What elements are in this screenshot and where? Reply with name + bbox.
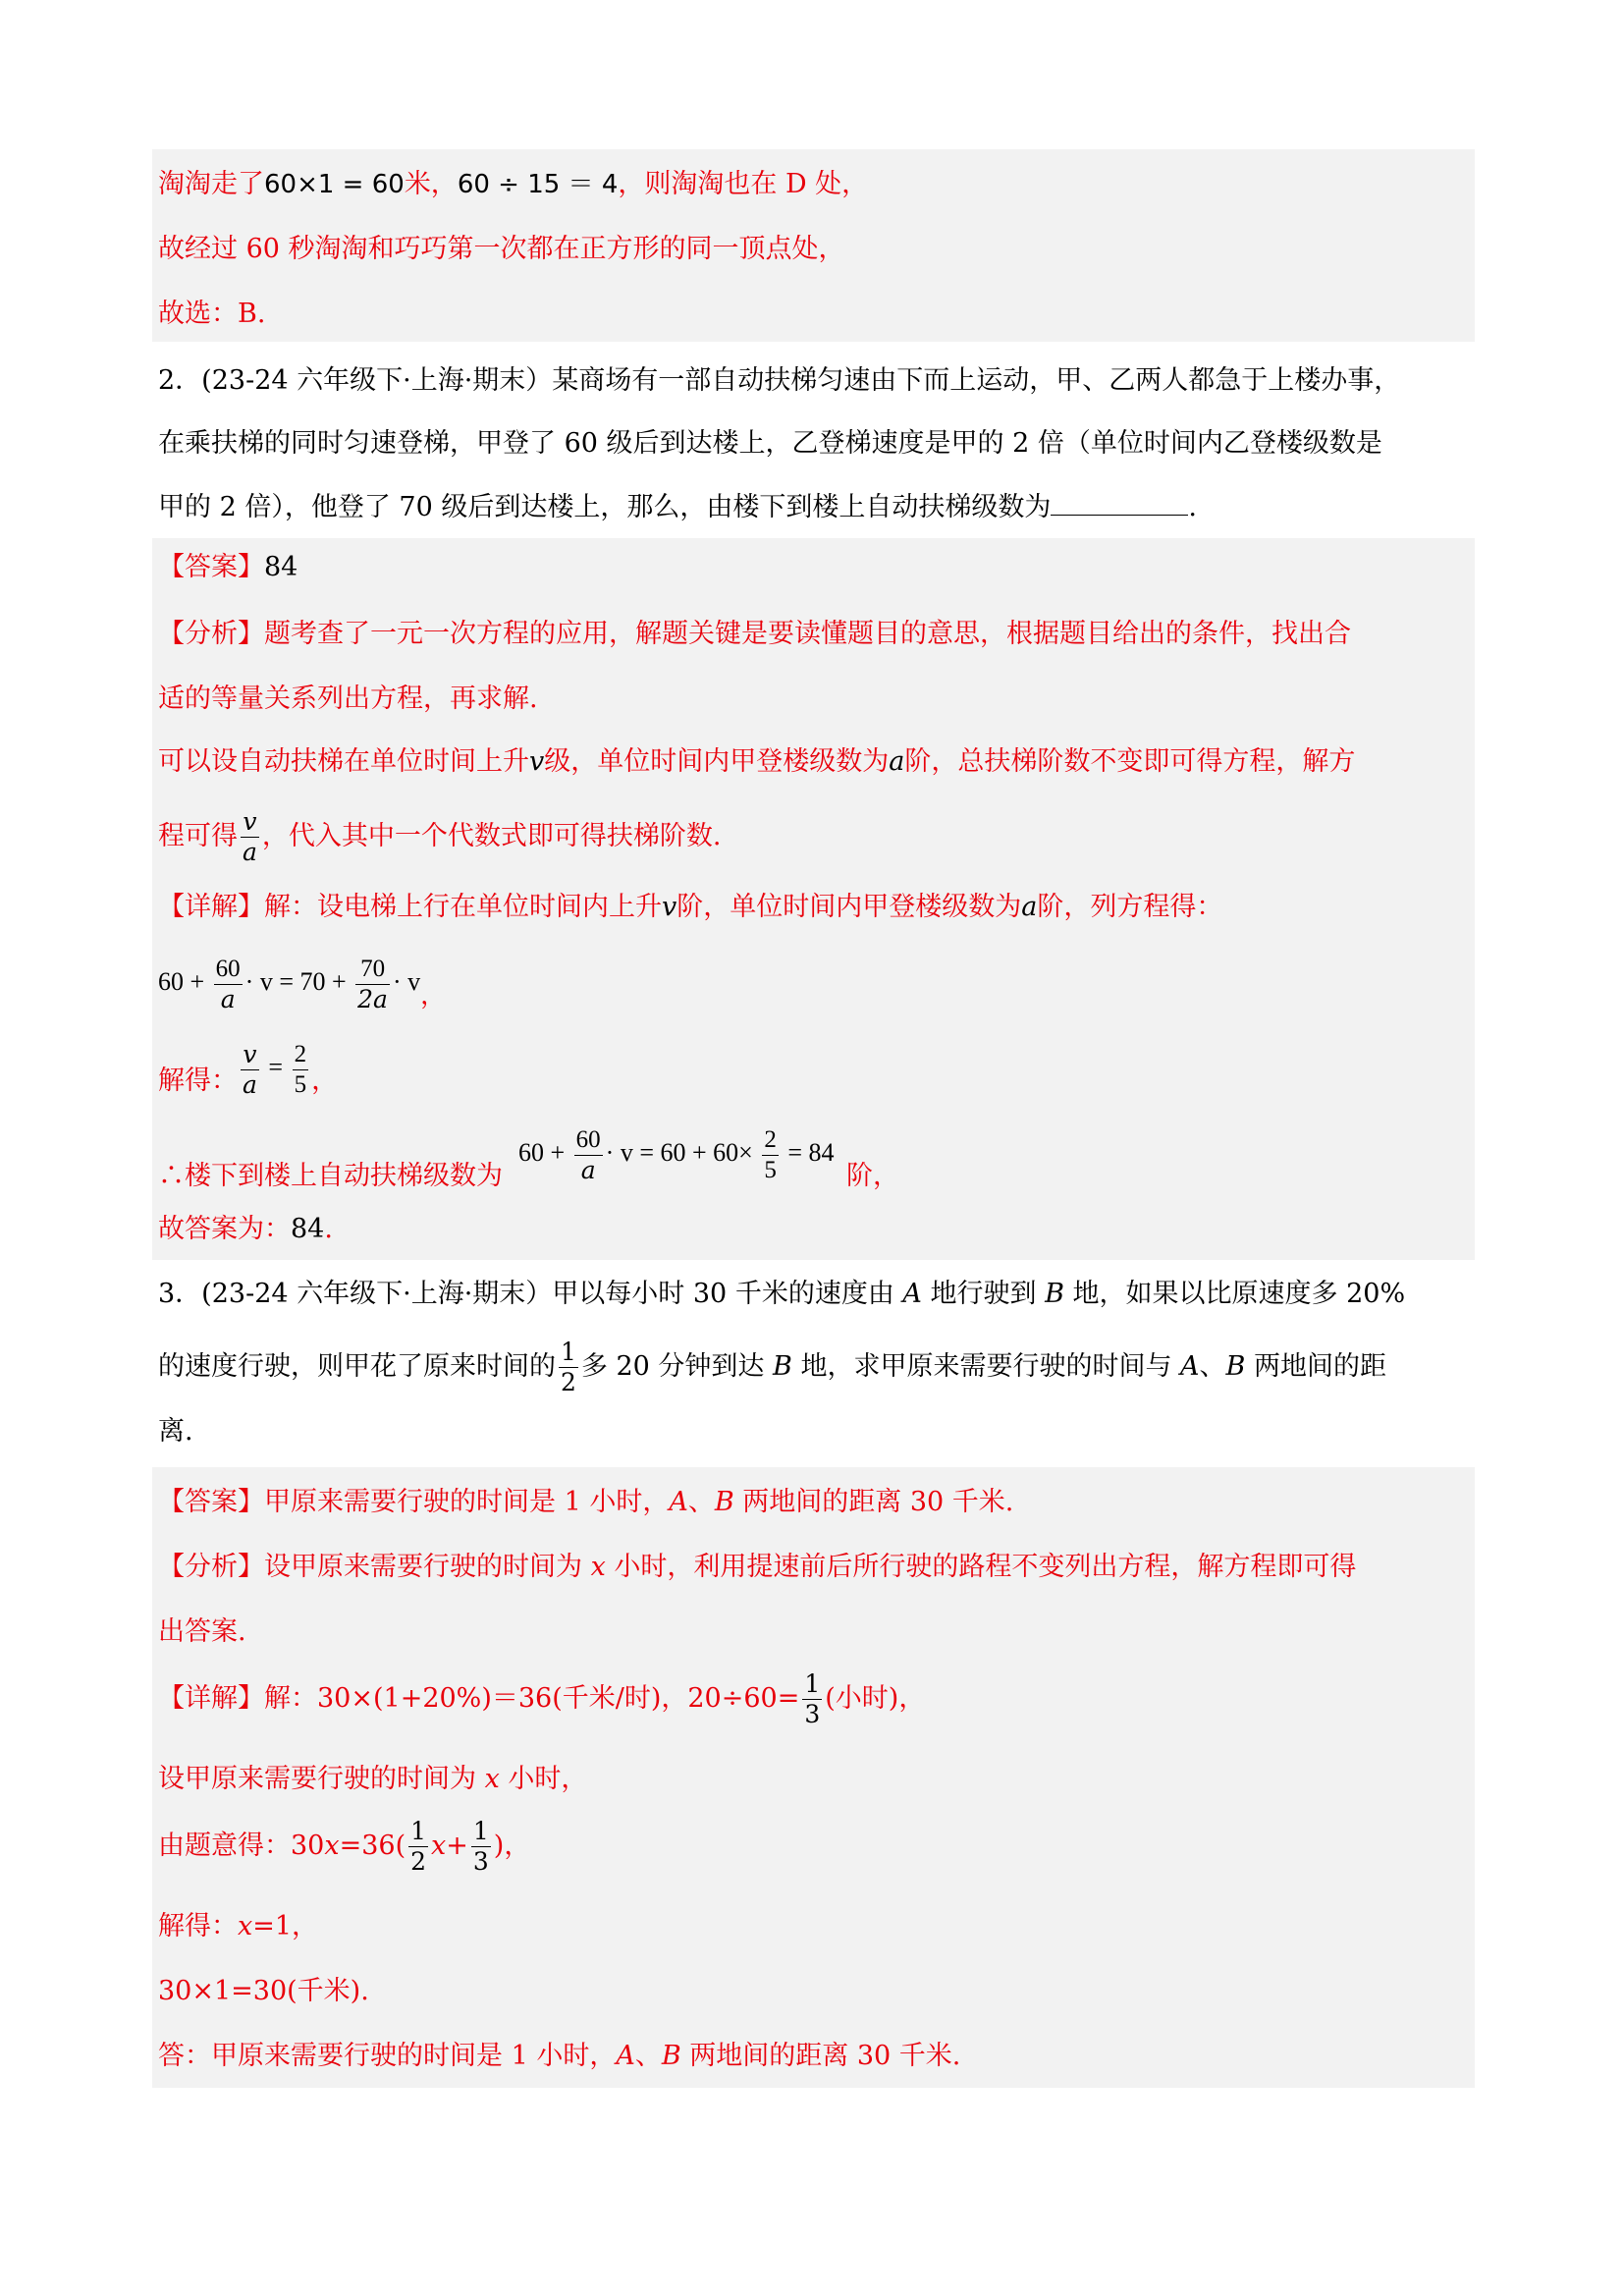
answer-value: 84 [264, 552, 298, 582]
text: 程可得 [158, 821, 238, 851]
answer-blank [1051, 489, 1188, 516]
sol2-answer [158, 550, 298, 585]
text: 多 20 分钟到达 [580, 1351, 774, 1382]
text: 由题意得：30 [158, 1831, 325, 1861]
sol3-detail-6 [158, 2039, 960, 2074]
sol2-therefore: ∴楼下到楼上自动扶梯级数为 [158, 1161, 503, 1191]
text: 级，单位时间内甲登楼级数为 [544, 746, 890, 777]
text: 设甲原来需要行驶的时间为 [158, 1764, 485, 1794]
text: = 84 [781, 1138, 835, 1167]
text: 3．(23-24 六年级下·上海·期末）甲以每小时 30 千米的速度由 [158, 1279, 903, 1309]
var: x [324, 1831, 340, 1861]
text: . [324, 1214, 333, 1244]
text: · v = 60 + 60× [605, 1138, 760, 1167]
equation-3 [518, 1114, 835, 1192]
numerator: v [241, 807, 259, 838]
sol2-analysis-4 [158, 797, 722, 876]
text: 答：甲原来需要行驶的时间是 1 小时， [158, 2041, 617, 2071]
text: 解得： [158, 1066, 238, 1095]
denominator: a [580, 1155, 596, 1184]
fraction [762, 1125, 779, 1185]
sol3-analysis-1 [158, 1550, 1356, 1585]
text: . [1188, 492, 1197, 522]
var: B [714, 1487, 734, 1517]
text: 阶，列方程得： [1037, 892, 1223, 922]
numerator: 1 [472, 1817, 489, 1845]
text: 两地间的距 [1245, 1351, 1386, 1382]
text: 、 [1199, 1351, 1226, 1382]
denominator: a [243, 838, 257, 866]
var: A [1180, 1351, 1200, 1382]
text: · v = 70 + [244, 967, 353, 996]
text: = [261, 1053, 290, 1081]
numerator: 60 [574, 1125, 603, 1156]
text: =1， [252, 1911, 319, 1941]
var: A [669, 1487, 688, 1517]
text: 题考查了一元一次方程的应用，解题关键是要读懂题目的意思，根据题目给出的条件，找出合 [264, 619, 1351, 649]
var: x [431, 1831, 447, 1861]
text: (小时)， [825, 1683, 926, 1714]
text: 60 + [158, 967, 211, 996]
denominator: 3 [472, 1847, 489, 1876]
text: 的速度行驶，则甲花了原来时间的 [158, 1351, 556, 1382]
var: A [616, 2041, 635, 2071]
text: 可以设自动扶梯在单位时间上升 [158, 746, 529, 777]
var: B [661, 2041, 681, 2071]
sol3-analysis-2: 出答案. [158, 1616, 246, 1647]
text: ， [311, 1066, 339, 1095]
fraction [214, 955, 243, 1014]
var: v [662, 892, 677, 922]
sol2-analysis-2: 适的等量关系列出方程，再求解. [158, 683, 538, 714]
math-expr: 60 ÷ 15 ＝ 4 [457, 170, 619, 199]
var: a [1021, 892, 1038, 922]
numerator: v [241, 1040, 259, 1070]
text: 米， [404, 169, 458, 199]
denominator: 2a [357, 984, 388, 1013]
denominator: 2 [561, 1368, 576, 1396]
text: 两地间的距离 30 千米. [680, 2041, 961, 2071]
text: 解：设电梯上行在单位时间内上升 [264, 892, 662, 922]
numerator: 1 [561, 1338, 576, 1366]
tag: 【分析】 [158, 1552, 264, 1582]
sol3-detail-2 [158, 1762, 587, 1797]
text: 甲原来需要行驶的时间是 1 小时， [264, 1487, 670, 1517]
q2-line-1: 2．(23-24 六年级下·上海·期末）某商场有一部自动扶梯匀速由下而上运动，甲、乙两人都急于上楼办事， [158, 365, 1401, 396]
var: A [902, 1279, 922, 1309]
numerator: 70 [355, 955, 390, 985]
tag: 【答案】 [158, 1487, 264, 1517]
sol3-detail-1 [158, 1660, 925, 1738]
sol2-final [158, 1212, 333, 1247]
tag: 【详解】 [158, 892, 264, 922]
sol2-jie: 阶， [846, 1161, 899, 1191]
fraction [471, 1817, 491, 1877]
var: B [773, 1351, 792, 1382]
text: 小时， [499, 1764, 588, 1794]
q3-line-1 [158, 1277, 1405, 1312]
text: ，代入其中一个代数式即可得扶梯阶数. [261, 821, 722, 851]
text: 地行驶到 [921, 1279, 1046, 1309]
numerator: 60 [214, 955, 243, 985]
sol2-analysis-1 [158, 617, 1351, 652]
text: 解：30×(1+20%)＝36(千米/时)，20÷60= [264, 1683, 800, 1714]
fraction [559, 1338, 578, 1397]
tag: 【答案】 [158, 552, 264, 582]
var: x [238, 1911, 253, 1941]
var: B [1225, 1351, 1246, 1382]
numerator: 2 [762, 1125, 779, 1156]
text: 两地间的距离 30 千米. [733, 1487, 1014, 1517]
text: 设甲原来需要行驶的时间为 [264, 1552, 591, 1582]
math-expr: 60×1 = 60 [264, 170, 405, 199]
text: 、 [634, 2041, 662, 2071]
var: x [484, 1764, 500, 1794]
denominator: 2 [410, 1847, 427, 1876]
text: · v [392, 967, 421, 996]
text: 故答案为： [158, 1214, 291, 1244]
text: 60 + [518, 1138, 571, 1167]
text: 地，求甲原来需要行驶的时间与 [791, 1351, 1181, 1382]
sol2-detail-1 [158, 890, 1222, 925]
text: ，则淘淘也在 D 处， [618, 169, 869, 199]
denominator: a [220, 984, 236, 1013]
text: )， [493, 1831, 531, 1861]
tag: 【分析】 [158, 619, 264, 649]
sol3-answer [158, 1485, 1013, 1520]
q2-line-2: 在乘扶梯的同时匀速登梯，甲登了 60 级后到达楼上，乙登梯速度是甲的 2 倍（单位时间内乙登楼级数是 [158, 428, 1382, 459]
denominator: a [243, 1069, 257, 1099]
text: ， [420, 981, 447, 1010]
sol3-detail-3 [158, 1807, 530, 1886]
numerator: 1 [804, 1669, 821, 1698]
var: x [590, 1552, 606, 1582]
q3-line-2 [158, 1328, 1386, 1406]
text: 甲的 2 倍），他登了 70 级后到达楼上，那么，由楼下到楼上自动扶梯级数为 [158, 492, 1052, 522]
var: a [889, 746, 905, 777]
text: 小时，利用提速前后所行驶的路程不变列出方程，解方程即可得 [605, 1552, 1357, 1582]
denominator: 3 [804, 1700, 821, 1728]
var: v [529, 746, 545, 777]
text: 地，如果以比原速度多 20% [1063, 1279, 1406, 1309]
tag: 【详解】 [158, 1683, 264, 1714]
fraction [355, 955, 390, 1014]
answer-value: 84 [291, 1214, 325, 1244]
equation-1 [158, 943, 446, 1021]
q2-line-3 [158, 489, 1197, 525]
fraction [241, 1040, 259, 1100]
fraction [574, 1125, 603, 1185]
text: 阶，单位时间内甲登楼级数为 [676, 892, 1022, 922]
text: 、 [687, 1487, 715, 1517]
sol3-detail-5: 30×1=30(千米). [158, 1976, 369, 2006]
var: B [1045, 1279, 1064, 1309]
text: + [446, 1831, 468, 1861]
text: =36( [339, 1831, 406, 1861]
q3-line-3: 离. [158, 1416, 193, 1447]
numerator: 2 [293, 1040, 309, 1070]
sol3-detail-4 [158, 1909, 318, 1944]
numerator: 1 [410, 1817, 427, 1845]
text: 淘淘走了 [158, 169, 264, 199]
text: 阶，总扶梯阶数不变即可得方程，解方 [904, 746, 1356, 777]
text: 解得： [158, 1911, 238, 1941]
equation-2 [158, 1027, 338, 1107]
fraction [408, 1817, 428, 1877]
sol1-line-3: 故选：B. [158, 299, 266, 329]
fraction [241, 807, 259, 867]
denominator: 5 [294, 1070, 307, 1098]
fraction [802, 1669, 822, 1729]
sol1-line-2: 故经过 60 秒淘淘和巧巧第一次都在正方形的同一顶点处， [158, 234, 845, 264]
sol2-analysis-3 [158, 744, 1355, 780]
fraction [293, 1040, 309, 1100]
sol1-line-1 [158, 167, 868, 202]
denominator: 5 [764, 1156, 777, 1183]
